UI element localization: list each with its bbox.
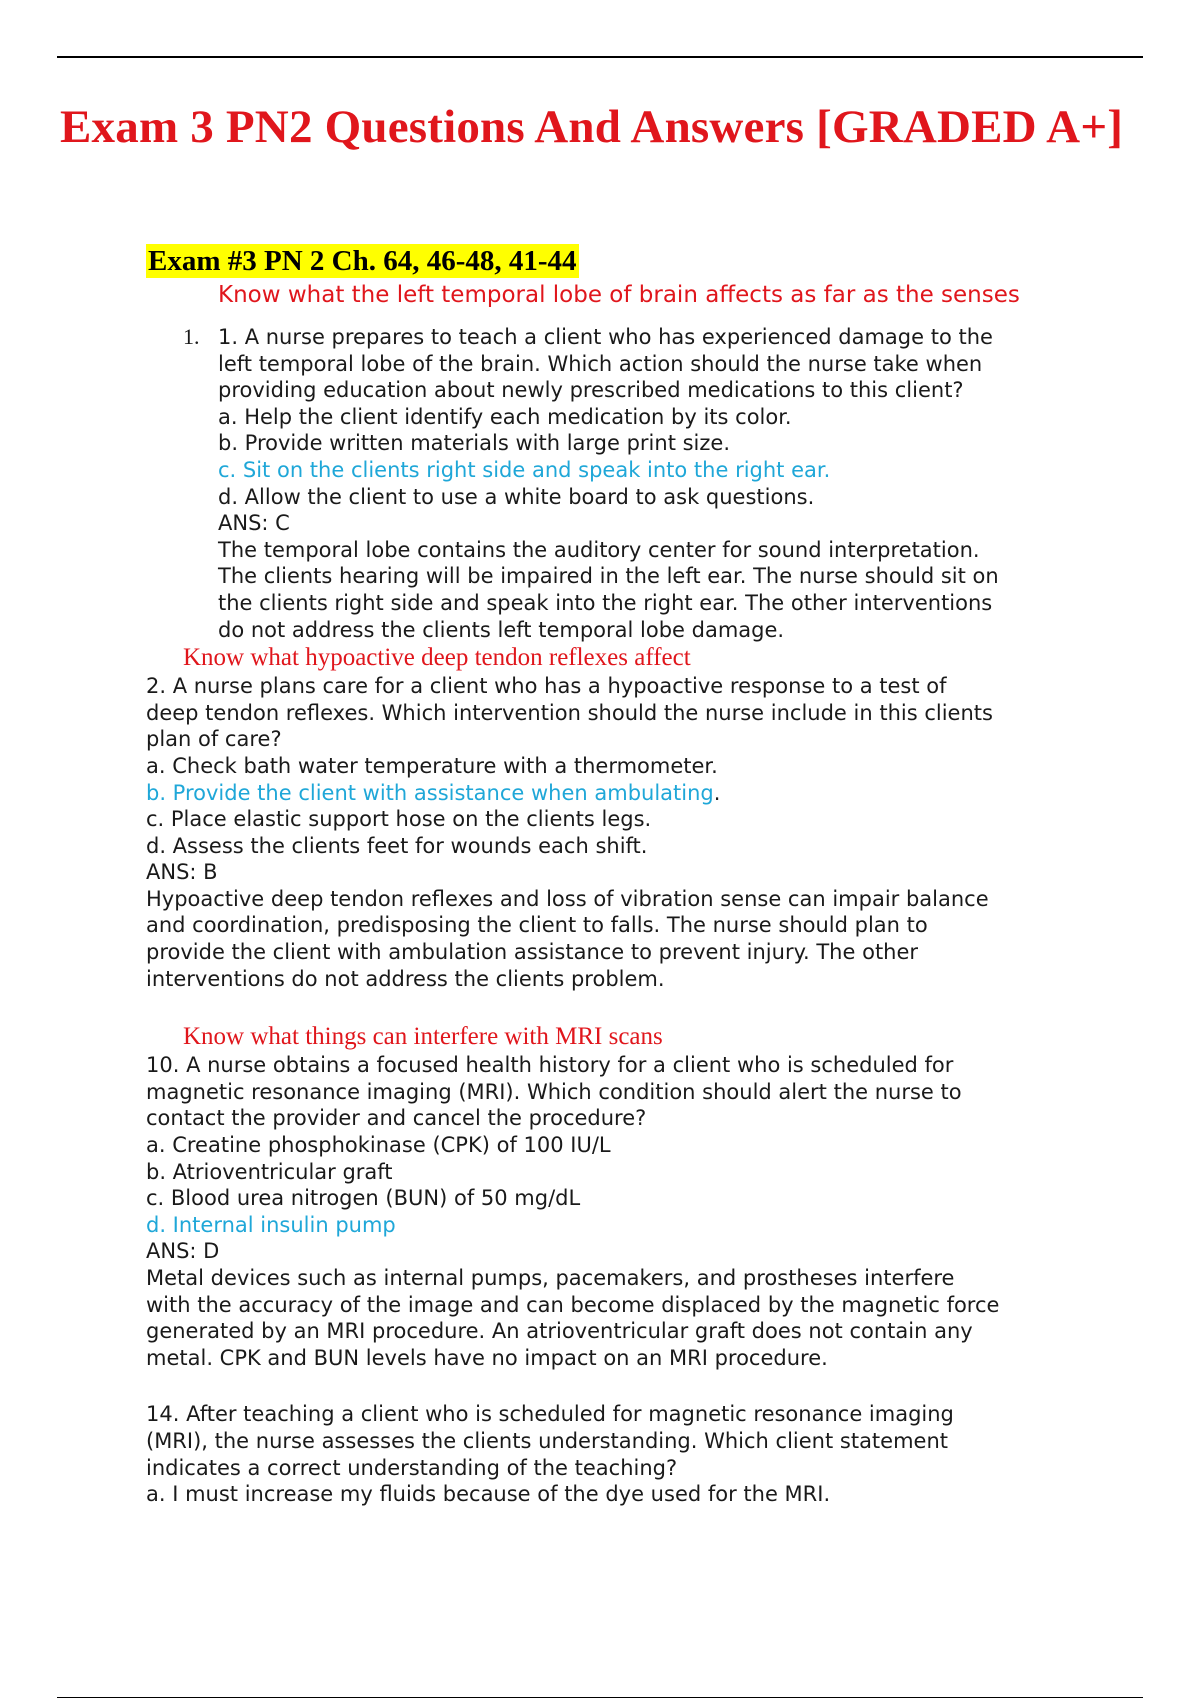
- question-14: [146, 1401, 1086, 1507]
- list-marker: 1.: [183, 324, 200, 349]
- answer-key: ANS: C: [218, 511, 290, 536]
- topic-heading-reflexes: Know what hypoactive deep tendon reflexes affect: [183, 644, 691, 672]
- section-spacer: [146, 1371, 1086, 1401]
- answer-key: ANS: D: [146, 1239, 220, 1264]
- question-stem-line: 14. After teaching a client who is scheduled for magnetic resonance imaging: [146, 1402, 954, 1427]
- option-d: d. Assess the clients feet for wounds each shift.: [146, 833, 648, 858]
- option-c: c. Blood urea nitrogen (BUN) of 50 mg/dL: [146, 1186, 581, 1211]
- option-d: d. Allow the client to use a white board to ask questions.: [218, 484, 815, 509]
- rationale-line: the clients right side and speak into the right ear. The other interventions: [218, 590, 993, 615]
- question-stem-line: providing education about newly prescribed medications to this client?: [218, 378, 964, 403]
- rationale-line: interventions do not address the clients problem.: [146, 966, 665, 991]
- rationale-line: Hypoactive deep tendon reflexes and loss of vibration sense can impair balance: [146, 886, 989, 911]
- question-stem-line: plan of care?: [146, 727, 282, 752]
- topic-heading-temporal-lobe: Know what the left temporal lobe of brain affects as far as the senses: [218, 282, 1020, 308]
- question-10: [146, 1052, 1086, 1371]
- question-stem-line: 1. A nurse prepares to teach a client who has experienced damage to the: [218, 325, 993, 349]
- rationale-line: and coordination, predisposing the client to falls. The nurse should plan to: [146, 913, 928, 938]
- option-c: c. Place elastic support hose on the clients legs.: [146, 807, 652, 832]
- question-stem-line: contact the provider and cancel the procedure?: [146, 1106, 647, 1131]
- exam-subtitle: Exam #3 PN 2 Ch. 64, 46-48, 41-44: [148, 245, 577, 277]
- rationale-line: generated by an MRI procedure. An atrioventricular graft does not contain any: [146, 1319, 973, 1344]
- rationale-line: do not address the clients left temporal lobe damage.: [218, 617, 785, 642]
- option-c-correct: c. Sit on the clients right side and speak into the right ear.: [218, 457, 831, 482]
- question-stem-line: (MRI), the nurse assesses the clients understanding. Which client statement: [146, 1428, 949, 1453]
- option-d-correct: d. Internal insulin pump: [146, 1212, 396, 1237]
- option-b-period: .: [713, 780, 721, 805]
- option-b-row: [146, 780, 1086, 807]
- option-a: a. Check bath water temperature with a thermometer.: [146, 753, 718, 778]
- question-2: [146, 673, 1086, 992]
- option-a: a. Creatine phosphokinase (CPK) of 100 IU/L: [146, 1133, 611, 1158]
- section-spacer: [146, 992, 1086, 1022]
- option-a: a. I must increase my fluids because of the dye used for the MRI.: [146, 1482, 831, 1507]
- question-stem-line: 2. A nurse plans care for a client who has a hypoactive response to a test of: [146, 674, 947, 699]
- document-body: [146, 244, 1086, 1508]
- option-b: b. Provide written materials with large print size.: [218, 431, 730, 456]
- option-b-correct: b. Provide the client with assistance when ambulating: [146, 780, 714, 805]
- question-stem-line: indicates a correct understanding of the teaching?: [146, 1455, 678, 1480]
- rationale-line: Metal devices such as internal pumps, pacemakers, and prostheses interfere: [146, 1266, 955, 1290]
- bottom-rule: [57, 1697, 1143, 1698]
- rationale-line: The clients hearing will be impaired in the left ear. The nurse should sit on: [218, 564, 999, 589]
- document-title: Exam 3 PN2 Questions And Answers [GRADED A+]: [60, 101, 1124, 153]
- question-stem-line: left temporal lobe of the brain. Which action should the nurse take when: [218, 351, 983, 376]
- rationale-line: The temporal lobe contains the auditory center for sound interpretation.: [218, 537, 980, 562]
- option-b: b. Atrioventricular graft: [146, 1159, 393, 1184]
- top-rule: [57, 56, 1143, 58]
- question-1: [183, 324, 1086, 643]
- option-a: a. Help the client identify each medication by its color.: [218, 404, 792, 429]
- question-stem-line: deep tendon reflexes. Which intervention should the nurse include in this clients: [146, 700, 993, 725]
- answer-key: ANS: B: [146, 860, 218, 885]
- rationale-line: provide the client with ambulation assistance to prevent injury. The other: [146, 940, 919, 965]
- question-stem-line: 10. A nurse obtains a focused health history for a client who is scheduled for: [146, 1053, 954, 1078]
- question-stem-line: magnetic resonance imaging (MRI). Which condition should alert the nurse to: [146, 1079, 962, 1104]
- rationale-line: metal. CPK and BUN levels have no impact on an MRI procedure.: [146, 1345, 828, 1370]
- topic-heading-mri: Know what things can interfere with MRI scans: [183, 1023, 663, 1051]
- rationale-line: with the accuracy of the image and can become displaced by the magnetic force: [146, 1292, 1000, 1317]
